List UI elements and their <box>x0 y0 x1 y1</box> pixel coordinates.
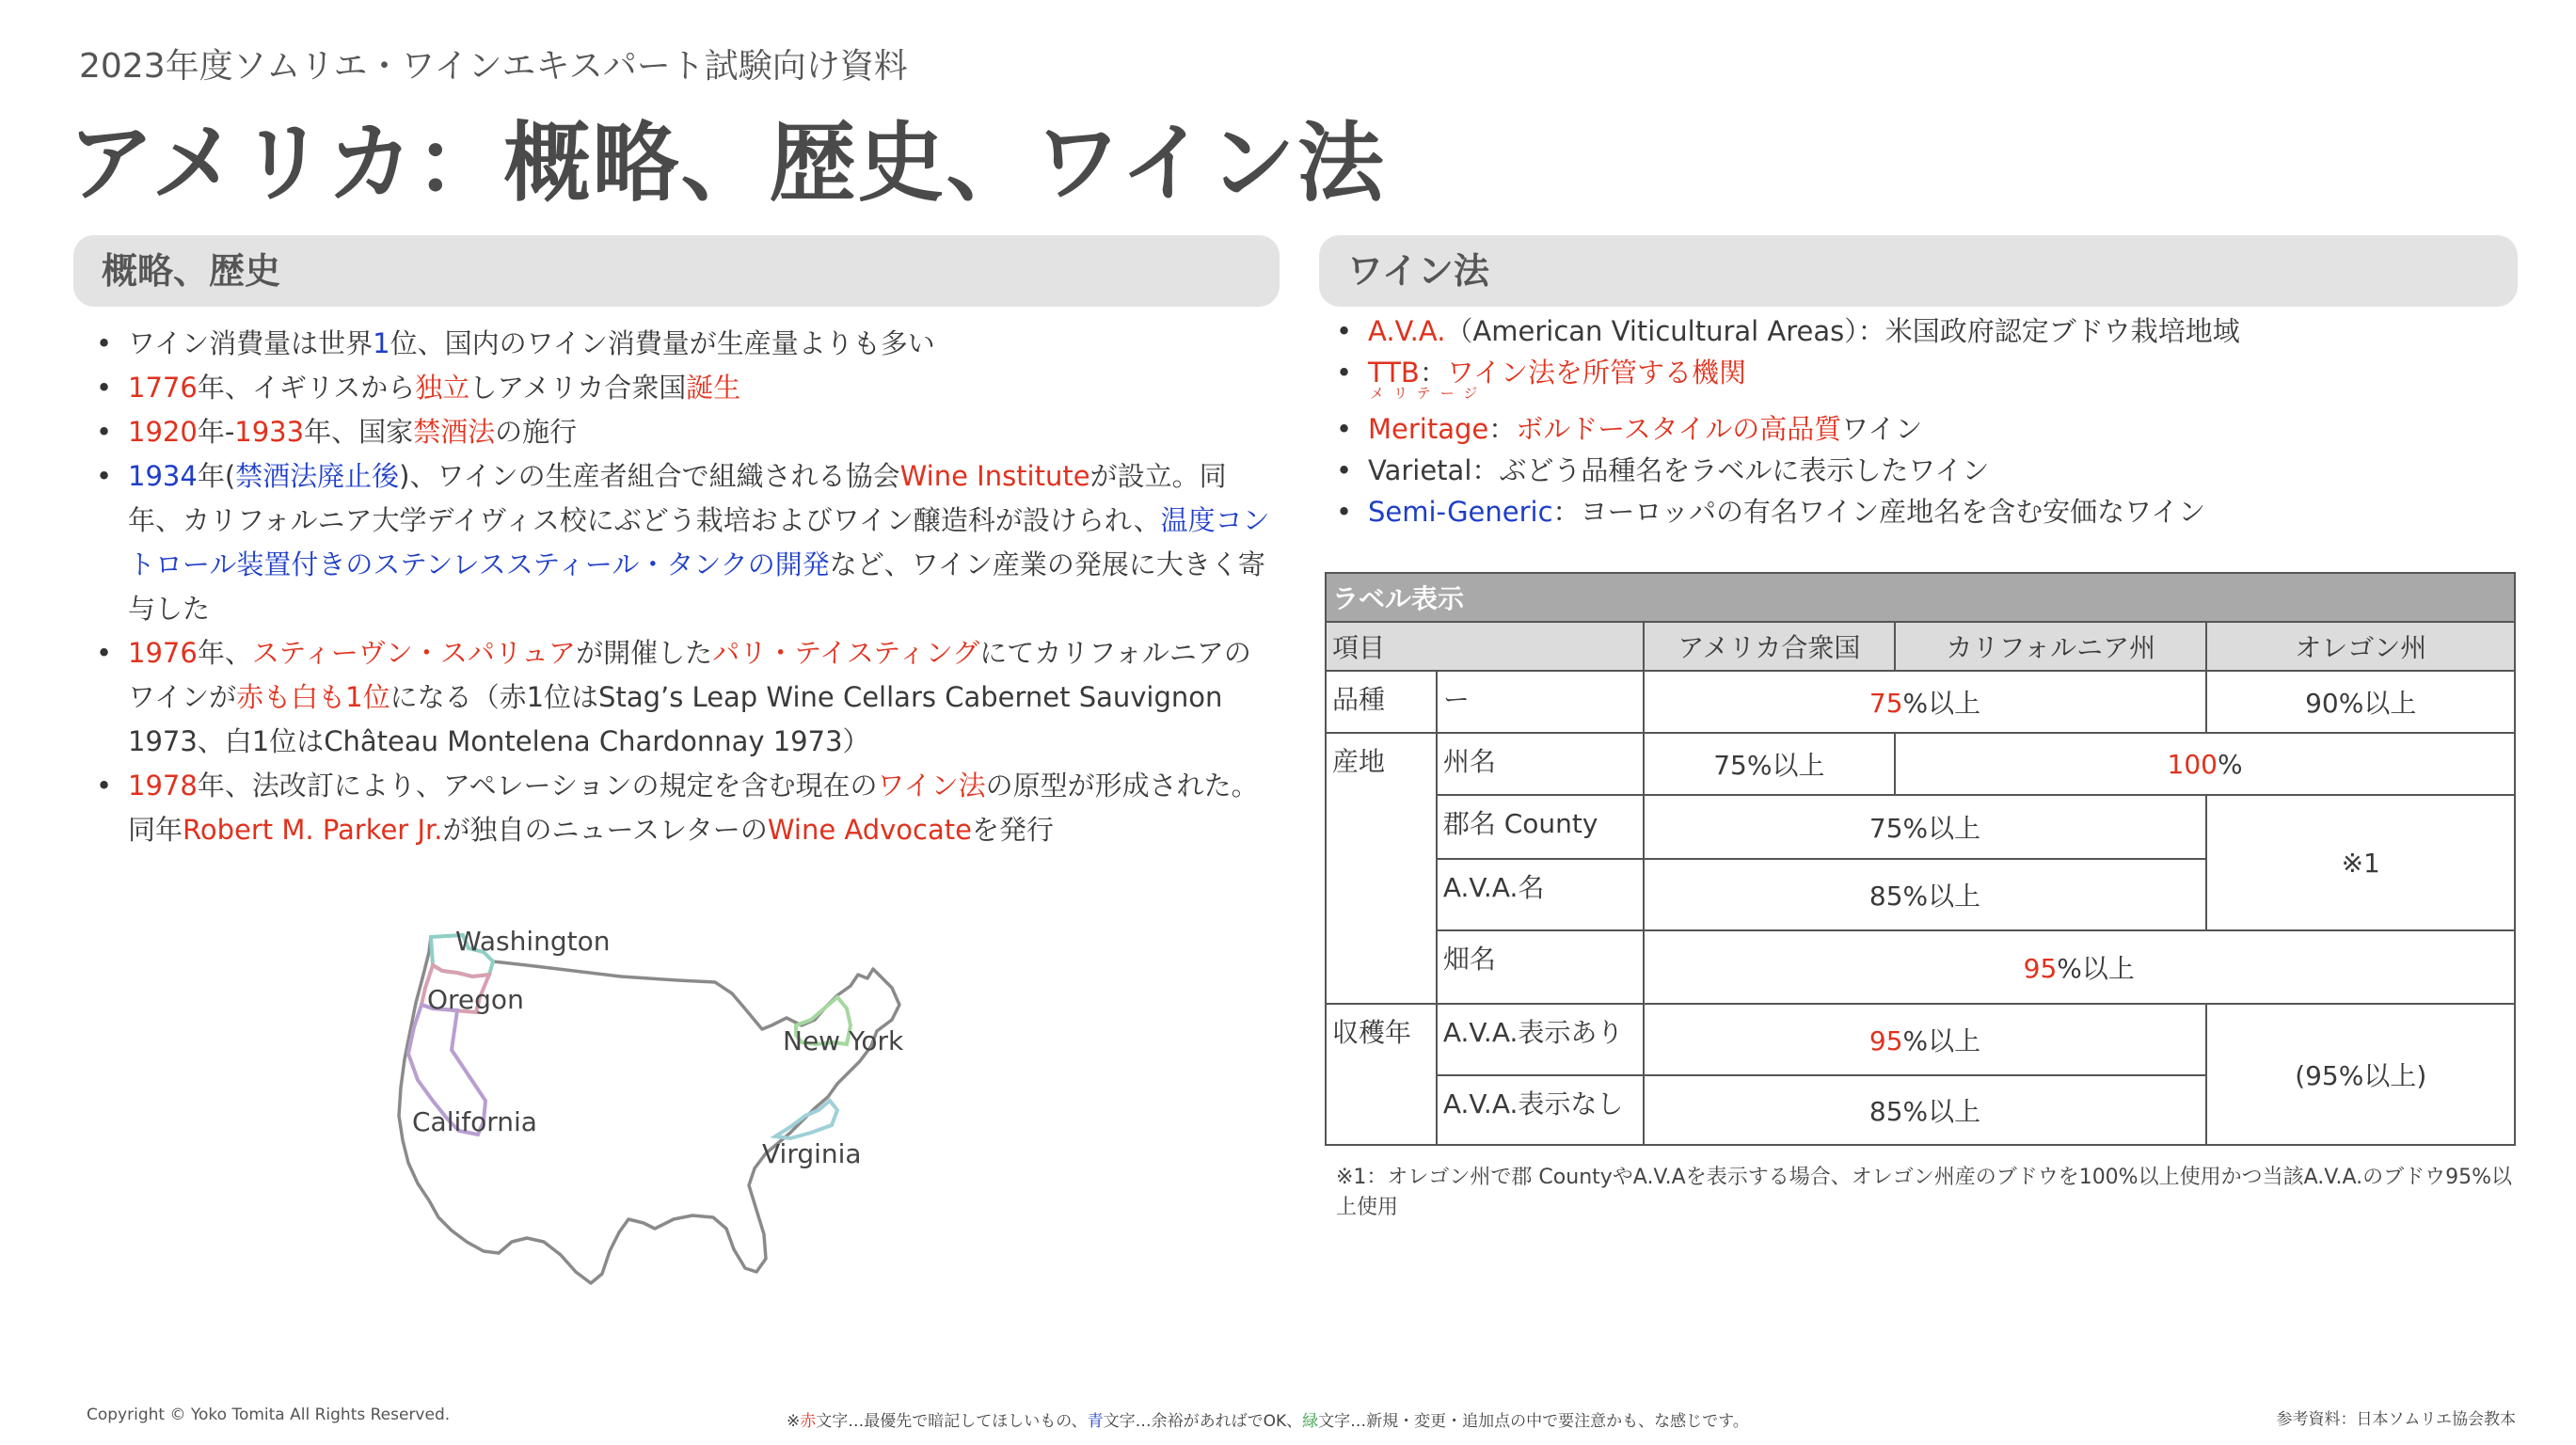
row-sublabel-state: 州名 <box>1437 733 1644 795</box>
virginia-outline <box>775 1101 837 1138</box>
text: 年( <box>197 460 236 492</box>
text: Wine Institute <box>899 460 1090 492</box>
wine-law-list <box>1327 310 2503 532</box>
text: 文字…新規・変更・追加点の中で要注意かも、な感じです。 <box>1318 1412 1749 1431</box>
text: 赤も白も1位 <box>236 681 390 713</box>
text: など、ワイン産業の発展に大きく寄与した <box>128 548 1265 625</box>
text: （American Viticultural Areas）：米国政府認定ブドウ栽培地域 <box>1445 315 2240 347</box>
row-sublabel-vineyard: 畑名 <box>1437 930 1644 1004</box>
value: 75 <box>1868 688 1903 719</box>
page-title: アメリカ：概略、歴史、ワイン法 <box>68 113 1386 214</box>
row-label-origin: 産地 <box>1326 733 1437 1004</box>
text: 赤 <box>800 1412 817 1431</box>
text: 年、イギリスから <box>197 372 416 404</box>
text: 緑 <box>1302 1412 1319 1431</box>
map-label-virginia: Virginia <box>762 1138 862 1169</box>
meritage-term <box>1368 385 1489 450</box>
section-header-wine-law: ワイン法 <box>1319 235 2518 307</box>
table-row <box>1326 671 2515 733</box>
cell-variety-usa-ca <box>1644 671 2207 733</box>
row-sublabel-with-ava: A.V.A.表示あり <box>1437 1004 1644 1075</box>
subtitle: 2023年度ソムリエ・ワインエキスパート試験向け資料 <box>79 47 908 86</box>
label-table <box>1325 572 2516 1146</box>
cell-state-usa: 75%以上 <box>1644 733 1896 795</box>
text: A.V.A. <box>1368 315 1446 347</box>
table-header-row <box>1326 622 2515 671</box>
text: 1934 <box>128 460 198 492</box>
text: 年、法改訂により、アペレーションの規定を含む現在の <box>197 770 878 802</box>
text: ワイン <box>1841 413 1923 445</box>
text: ：ヨーロッパの有名ワイン産地名を含む安価なワイン <box>1552 496 2206 528</box>
text: スティーヴン・スパリュア <box>251 637 577 669</box>
text: ： <box>1488 413 1517 445</box>
text: 独立 <box>415 372 470 404</box>
cell-state-ca-or <box>1895 733 2515 795</box>
text: ワイン法 <box>877 770 986 802</box>
row-sublabel-ava: A.V.A.名 <box>1437 859 1644 930</box>
cell-vintage-with-ava <box>1644 1004 2207 1075</box>
text: 年、国家 <box>304 416 414 448</box>
text: 1920 <box>128 416 198 448</box>
text: ボルドースタイルの高品質 <box>1516 413 1842 445</box>
map-label-oregon: Oregon <box>427 984 524 1015</box>
text: ワイン法を所管する機関 <box>1446 357 1746 389</box>
copyright: Copyright © Yoko Tomita All Rights Reserved. <box>87 1405 451 1424</box>
table-row <box>1326 795 2515 859</box>
list-item <box>1327 310 2503 352</box>
list-item <box>87 410 1272 454</box>
cell-vineyard <box>1644 930 2515 1004</box>
text: しアメリカ合衆国 <box>469 372 687 404</box>
row-sublabel-county: 郡名 County <box>1437 795 1644 859</box>
text: ワイン消費量は世界 <box>128 327 374 359</box>
text: 文字…最優先で暗記してほしいもの、 <box>816 1412 1088 1431</box>
text: ： <box>1419 357 1447 389</box>
row-sublabel: ー <box>1437 671 1644 733</box>
value: %以上 <box>1902 688 1981 719</box>
text: の原型が形成された。同年 <box>128 770 1259 846</box>
row-sublabel-without-ava: A.V.A.表示なし <box>1437 1075 1644 1145</box>
table-caption-row <box>1326 573 2515 622</box>
cell-oregon-note: ※1 <box>2206 795 2515 930</box>
text: Robert M. Parker Jr. <box>183 814 443 846</box>
table-caption: ラベル表示 <box>1326 573 2515 622</box>
section-header-overview: 概略、歴史 <box>73 235 1280 307</box>
list-item <box>87 454 1272 631</box>
value: 100 <box>2167 748 2218 780</box>
overview-list <box>87 322 1272 852</box>
text: 青 <box>1087 1412 1104 1431</box>
text: 1 <box>373 327 390 359</box>
map-label-california: California <box>412 1106 537 1137</box>
text: 温度コントロール装置付きのステンレススティール・タンクの開発 <box>128 504 1270 580</box>
text: 年- <box>197 416 235 448</box>
text: TTB <box>1368 357 1420 389</box>
cell-ava: 85%以上 <box>1644 859 2207 930</box>
list-item <box>1327 491 2503 532</box>
col-header-oregon: オレゴン州 <box>2206 622 2515 671</box>
cell-vintage-without-ava: 85%以上 <box>1644 1075 2207 1145</box>
value: 95 <box>1868 1025 1903 1056</box>
col-header-usa: アメリカ合衆国 <box>1644 622 1896 671</box>
text: 禁酒法 <box>413 416 496 448</box>
text: が独自のニュースレターの <box>442 814 768 846</box>
color-legend-note <box>787 1407 1749 1431</box>
text: 位、国内のワイン消費量が生産量よりも多い <box>390 327 935 359</box>
value: % <box>2217 748 2243 780</box>
cell-vintage-oregon: (95%以上) <box>2206 1004 2515 1145</box>
text: になる（赤1位はStag’s Leap Wine Cellars Cabernet Sauvignon 1973、白1位はChâteau Montelena Chardonnay 1973） <box>128 681 1223 757</box>
col-header-california: カリフォルニア州 <box>1895 622 2206 671</box>
row-label-vintage: 収穫年 <box>1326 1004 1437 1145</box>
text: の施行 <box>495 416 578 448</box>
list-item <box>1327 450 2503 491</box>
list-item <box>1327 352 2503 393</box>
row-label-variety: 品種 <box>1326 671 1437 733</box>
value: %以上 <box>2057 953 2135 984</box>
cell-variety-oregon: 90%以上 <box>2206 671 2515 733</box>
text: 誕生 <box>686 372 741 404</box>
col-header-item: 項目 <box>1326 622 1644 671</box>
map-label-new-york: New York <box>783 1025 904 1056</box>
text: Meritage <box>1368 413 1489 445</box>
text: パリ・テイスティング <box>712 637 980 669</box>
list-item <box>87 366 1272 410</box>
value: %以上 <box>1902 1025 1981 1056</box>
text: Wine Advocate <box>767 814 972 846</box>
text: を発行 <box>971 814 1054 846</box>
usa-map <box>376 903 997 1317</box>
text: Semi-Generic <box>1368 496 1553 528</box>
text: 1978 <box>128 770 198 802</box>
text: Varietal：ぶどう品種名をラベルに表示したワイン <box>1368 454 1990 486</box>
text: 年、 <box>197 637 252 669</box>
text: 1776 <box>128 372 198 404</box>
text: 禁酒法廃止後 <box>235 460 400 492</box>
list-item <box>87 764 1272 852</box>
ruby-text: • メリテージ <box>1370 385 1487 402</box>
list-item <box>1327 385 2503 450</box>
table-row <box>1326 733 2515 795</box>
reference-source: 参考資料：日本ソムリエ協会教本 <box>2276 1410 2516 1429</box>
text: 文字…余裕があればでOK、 <box>1103 1412 1303 1431</box>
text: が開催した <box>576 637 713 669</box>
text: 1933 <box>234 416 305 448</box>
text: が設立。同年、カリフォルニア大学デイヴィス校にぶどう栽培およびワイン醸造科が設けられ、 <box>128 460 1227 536</box>
table-footnote: ※1：オレゴン州で郡 CountyやA.V.Aを表示する場合、オレゴン州産のブドウを100%以上使用かつ当該A.V.A.のブドウ95%以上使用 <box>1336 1166 2513 1219</box>
list-item <box>87 322 1272 366</box>
table-row <box>1326 1004 2515 1075</box>
text: にてカリフォルニアのワインが <box>128 637 1251 713</box>
text: 1976 <box>128 637 198 669</box>
value: 95 <box>2023 953 2058 984</box>
text: ※ <box>787 1412 801 1431</box>
cell-county: 75%以上 <box>1644 795 2207 859</box>
list-item <box>87 631 1272 764</box>
text: )、ワインの生産者組合で組織される協会 <box>399 460 900 492</box>
map-label-washington: Washington <box>455 926 611 957</box>
table-row <box>1326 930 2515 1004</box>
